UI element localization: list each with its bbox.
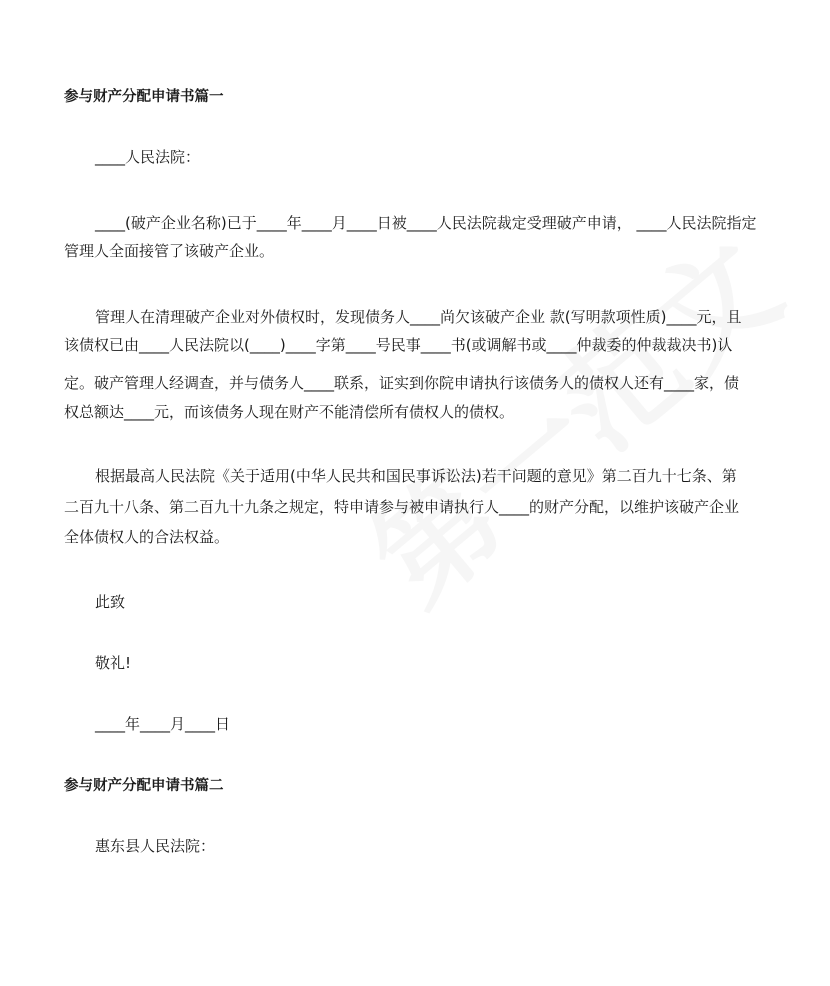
date-line: ____年____月____日 xyxy=(95,715,231,733)
paragraph-2-line-3: 定。破产管理人经调查，并与债务人____联系，证实到你院申请执行该债务人的债权人还有____家，债 xyxy=(64,374,740,392)
closing-regards: 敬礼! xyxy=(95,654,132,672)
paragraph-3-line-2: 二百九十八条、第二百九十九条之规定，特申请参与被申请执行人____的财产分配，以维护该破产企业 xyxy=(64,498,740,516)
section-heading-1: 参与财产分配申请书篇一 xyxy=(64,89,224,105)
salutation-1: ____人民法院： xyxy=(95,148,201,166)
section-heading-2: 参与财产分配申请书篇二 xyxy=(64,778,224,794)
paragraph-3-line-3: 全体债权人的合法权益。 xyxy=(64,528,230,546)
salutation-2: 惠东县人民法院： xyxy=(95,837,216,855)
paragraph-1-line-1: ____(破产企业名称)已于____年____月____日被____人民法院裁定受理破产申请， ____人民法院指定 xyxy=(95,214,757,232)
paragraph-2-line-1: 管理人在清理破产企业对外债权时，发现债务人____尚欠该破产企业 款(写明款项性质)____元，且 xyxy=(95,308,742,326)
paragraph-2-line-2: 该债权已由____人民法院以(____)____字第____号民事____书(或调解书或____仲裁委的仲裁裁决书)认 xyxy=(64,336,733,354)
paragraph-2-line-4: 权总额达____元，而该债务人现在财产不能清偿所有债权人的债权。 xyxy=(64,403,515,421)
closing-salutation: 此致 xyxy=(95,593,126,611)
paragraph-3-line-1: 根据最高人民法院《关于适用(中华人民共和国民事诉讼法)若干问题的意见》第二百九十七条、第 xyxy=(95,467,737,485)
paragraph-1-line-2: 管理人全面接管了该破产企业。 xyxy=(64,242,275,260)
